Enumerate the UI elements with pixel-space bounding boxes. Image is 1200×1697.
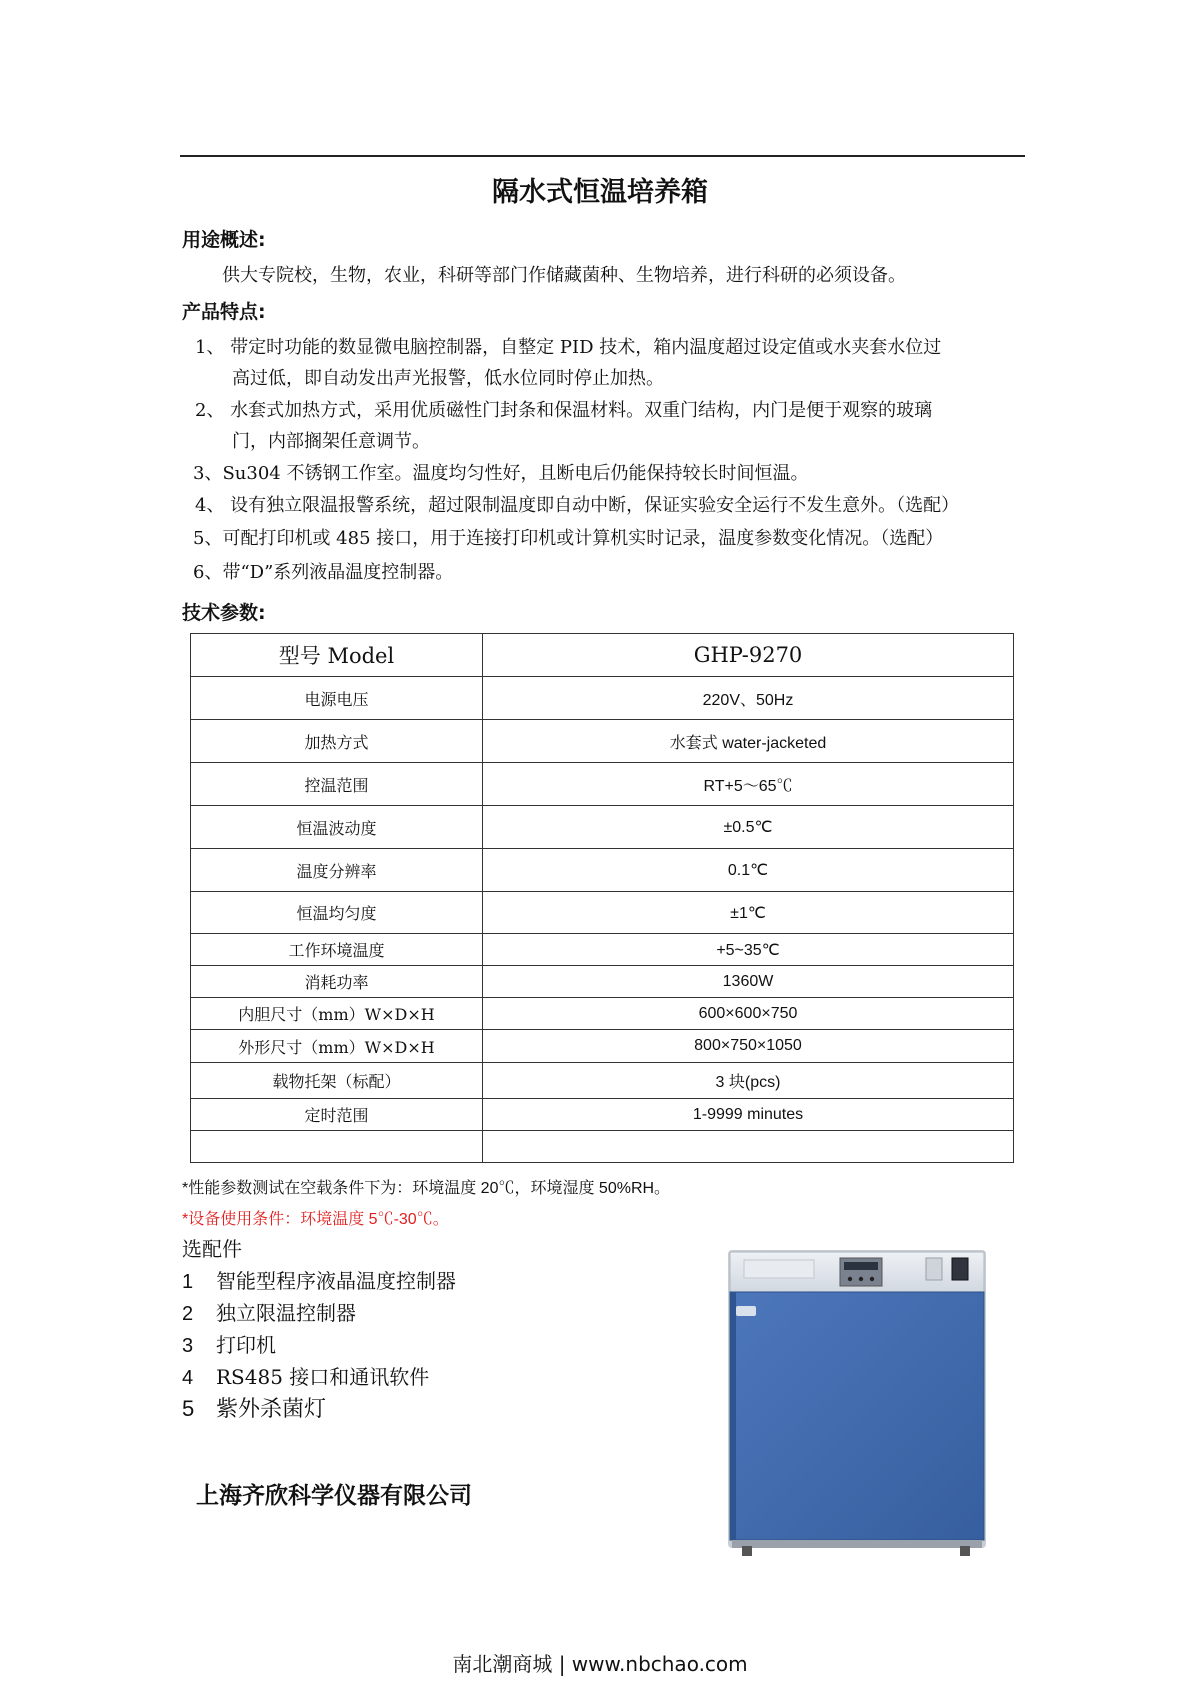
spec-value: 220V、50Hz bbox=[483, 677, 1014, 720]
spec-value: ±0.5℃ bbox=[483, 806, 1014, 849]
spec-label: 外形尺寸（mm）W×D×H bbox=[191, 1030, 483, 1063]
accessory-number: 1 bbox=[182, 1271, 194, 1293]
spec-value: 1360W bbox=[483, 966, 1014, 998]
feature-item-5: 5、可配打印机或 485 接口，用于连接打印机或计算机实时记录，温度参数变化情况。（选配） bbox=[193, 528, 944, 549]
spec-value: 水套式 water-jacketed bbox=[483, 720, 1014, 763]
test-condition-note: *性能参数测试在空载条件下为：环境温度 20℃，环境湿度 50%RH。 bbox=[182, 1180, 671, 1197]
accessory-text: 智能型程序液晶温度控制器 bbox=[216, 1269, 456, 1293]
table-row bbox=[191, 998, 1014, 1030]
spec-label: 温度分辨率 bbox=[191, 849, 483, 892]
company-name: 上海齐欣科学仪器有限公司 bbox=[196, 1483, 472, 1509]
feature-item-2-cont: 门，内部搁架任意调节。 bbox=[232, 431, 430, 452]
usage-condition-note: *设备使用条件：环境温度 5℃-30℃。 bbox=[182, 1211, 449, 1228]
spec-header-label: 型号 Model bbox=[191, 634, 483, 677]
accessory-text: RS485 接口和通讯软件 bbox=[216, 1365, 430, 1389]
table-row bbox=[191, 1063, 1014, 1099]
list-item bbox=[182, 1265, 456, 1294]
header-rule bbox=[180, 155, 1025, 157]
spec-table bbox=[190, 633, 1014, 1163]
accessory-number: 2 bbox=[182, 1303, 194, 1325]
spec-header-row bbox=[191, 634, 1014, 677]
table-row bbox=[191, 849, 1014, 892]
spec-label: 内胆尺寸（mm）W×D×H bbox=[191, 998, 483, 1030]
spec-value: ±1℃ bbox=[483, 892, 1014, 934]
spec-value: 1-9999 minutes bbox=[483, 1099, 1014, 1131]
feature-item-2: 2、 水套式加热方式，采用优质磁性门封条和保温材料。双重门结构，内门是便于观察的玻璃 bbox=[195, 400, 933, 421]
table-row bbox=[191, 806, 1014, 849]
spec-value: 600×600×750 bbox=[483, 998, 1014, 1030]
accessory-text: 独立限温控制器 bbox=[216, 1301, 356, 1325]
spec-label bbox=[191, 1131, 483, 1163]
spec-header-value: GHP-9270 bbox=[483, 634, 1014, 677]
feature-item-3: 3、Su304 不锈钢工作室。温度均匀性好，且断电后仍能保持较长时间恒温。 bbox=[193, 463, 809, 484]
table-row bbox=[191, 1030, 1014, 1063]
spec-label: 载物托架（标配） bbox=[191, 1063, 483, 1099]
usage-text: 供大专院校，生物，农业，科研等部门作储藏菌种、生物培养，进行科研的必须设备。 bbox=[222, 265, 906, 286]
spec-value bbox=[483, 1131, 1014, 1163]
page-footer: 南北潮商城 | www.nbchao.com bbox=[452, 1652, 748, 1676]
incubator-product-image bbox=[722, 1248, 990, 1558]
list-item bbox=[182, 1329, 276, 1358]
table-row bbox=[191, 1099, 1014, 1131]
spec-label: 恒温均匀度 bbox=[191, 892, 483, 934]
spec-heading: 技术参数: bbox=[182, 602, 266, 624]
spec-label: 加热方式 bbox=[191, 720, 483, 763]
accessory-number: 4 bbox=[182, 1367, 194, 1389]
spec-value: 800×750×1050 bbox=[483, 1030, 1014, 1063]
features-heading: 产品特点: bbox=[182, 301, 266, 323]
table-row-empty bbox=[191, 1131, 1014, 1163]
accessory-text: 打印机 bbox=[216, 1333, 276, 1357]
accessory-number: 5 bbox=[182, 1396, 195, 1421]
table-row bbox=[191, 966, 1014, 998]
spec-value: 0.1℃ bbox=[483, 849, 1014, 892]
page-title: 隔水式恒温培养箱 bbox=[492, 177, 708, 208]
table-row bbox=[191, 720, 1014, 763]
table-row bbox=[191, 892, 1014, 934]
spec-value: 3 块(pcs) bbox=[483, 1063, 1014, 1099]
list-item bbox=[182, 1361, 429, 1390]
spec-value: +5~35℃ bbox=[483, 934, 1014, 966]
spec-label: 工作环境温度 bbox=[191, 934, 483, 966]
spec-label: 电源电压 bbox=[191, 677, 483, 720]
list-item bbox=[182, 1392, 326, 1423]
accessories-heading: 选配件 bbox=[182, 1237, 242, 1261]
feature-item-4: 4、 设有独立限温报警系统，超过限制温度即自动中断，保证实验安全运行不发生意外。（选配） bbox=[195, 495, 960, 516]
table-row bbox=[191, 934, 1014, 966]
spec-label: 定时范围 bbox=[191, 1099, 483, 1131]
spec-label: 消耗功率 bbox=[191, 966, 483, 998]
accessory-number: 3 bbox=[182, 1335, 194, 1357]
table-row bbox=[191, 763, 1014, 806]
spec-label: 控温范围 bbox=[191, 763, 483, 806]
accessory-text: 紫外杀菌灯 bbox=[216, 1397, 327, 1422]
feature-item-6: 6、带“D”系列液晶温度控制器。 bbox=[193, 562, 454, 583]
feature-item-1: 1、 带定时功能的数显微电脑控制器，自整定 PID 技术，箱内温度超过设定值或水夹套水位过 bbox=[195, 337, 942, 358]
usage-heading: 用途概述: bbox=[182, 229, 266, 251]
table-row bbox=[191, 677, 1014, 720]
list-item bbox=[182, 1297, 356, 1326]
spec-label: 恒温波动度 bbox=[191, 806, 483, 849]
spec-value: RT+5～65℃ bbox=[483, 763, 1014, 806]
feature-item-1-cont: 高过低，即自动发出声光报警，低水位同时停止加热。 bbox=[232, 368, 664, 389]
